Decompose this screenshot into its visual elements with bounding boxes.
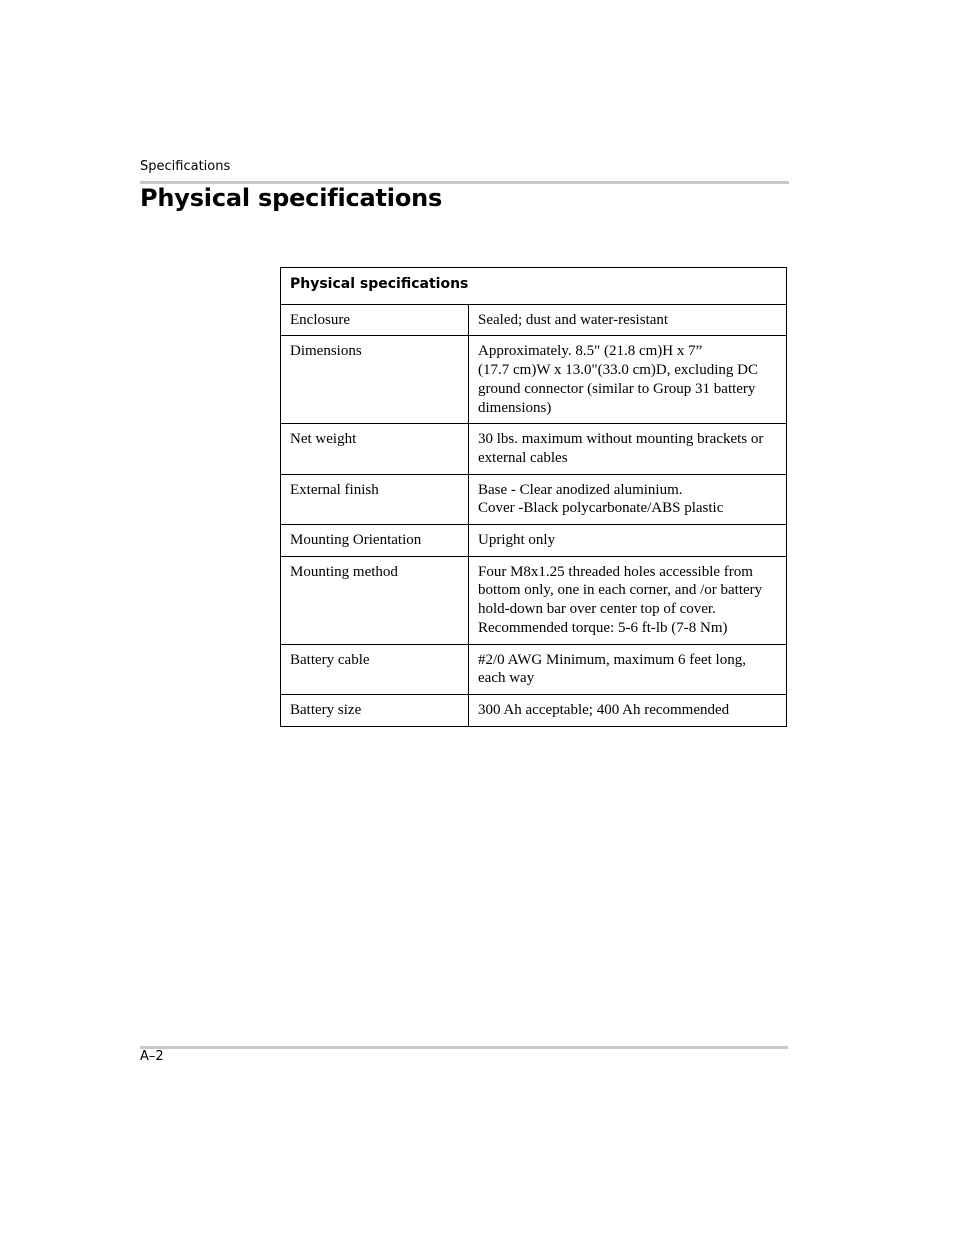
spec-value-line: each way bbox=[478, 670, 535, 687]
table-row bbox=[281, 336, 787, 424]
spec-label: Dimensions bbox=[281, 336, 469, 424]
spec-value-line: Base - Clear anodized aluminium. bbox=[478, 481, 683, 498]
spec-value-line: bottom only, one in each corner, and /or battery bbox=[478, 582, 763, 599]
table-heading: Physical specifications bbox=[281, 268, 787, 305]
spec-value bbox=[469, 336, 787, 424]
spec-table bbox=[280, 267, 787, 727]
spec-value bbox=[469, 424, 787, 474]
table-row bbox=[281, 556, 787, 644]
spec-value-line: 30 lbs. maximum without mounting brackets or bbox=[478, 431, 764, 448]
spec-value-line: Four M8x1.25 threaded holes accessible from bbox=[478, 563, 753, 580]
table-heading-row bbox=[281, 268, 787, 305]
spec-label: Battery cable bbox=[281, 644, 469, 694]
spec-value bbox=[469, 474, 787, 524]
spec-label: Enclosure bbox=[281, 304, 469, 336]
spec-value-line: Sealed; dust and water-resistant bbox=[478, 311, 669, 328]
footer-rule bbox=[140, 1046, 788, 1049]
running-header: Specifications bbox=[140, 159, 231, 174]
spec-value-line: dimensions) bbox=[478, 399, 552, 416]
spec-label: Mounting method bbox=[281, 556, 469, 644]
table-row bbox=[281, 474, 787, 524]
spec-value-line: (17.7 cm)W x 13.0"(33.0 cm)D, excluding DC bbox=[478, 362, 758, 379]
spec-value bbox=[469, 304, 787, 336]
spec-label: Mounting Orientation bbox=[281, 525, 469, 557]
spec-value-line: Approximately. 8.5" (21.8 cm)H x 7” bbox=[478, 343, 703, 360]
spec-value-line: Upright only bbox=[478, 532, 556, 549]
table-row bbox=[281, 694, 787, 726]
spec-value-line: hold-down bar over center top of cover. bbox=[478, 601, 716, 618]
table-row bbox=[281, 304, 787, 336]
table-row bbox=[281, 525, 787, 557]
spec-value bbox=[469, 644, 787, 694]
spec-table-body bbox=[281, 304, 787, 726]
spec-value-line: ground connector (similar to Group 31 battery bbox=[478, 380, 756, 397]
table-row bbox=[281, 644, 787, 694]
spec-label: Battery size bbox=[281, 694, 469, 726]
page-title: Physical specifications bbox=[140, 184, 443, 212]
spec-value-line: 300 Ah acceptable; 400 Ah recommended bbox=[478, 701, 730, 718]
spec-value bbox=[469, 556, 787, 644]
spec-value-line: #2/0 AWG Minimum, maximum 6 feet long, bbox=[478, 651, 746, 668]
table-row bbox=[281, 424, 787, 474]
spec-value bbox=[469, 525, 787, 557]
spec-value-line: Recommended torque: 5-6 ft-lb (7-8 Nm) bbox=[478, 619, 728, 636]
page-number: A–2 bbox=[140, 1049, 164, 1064]
spec-value-line: external cables bbox=[478, 449, 568, 466]
spec-label: External finish bbox=[281, 474, 469, 524]
spec-label: Net weight bbox=[281, 424, 469, 474]
spec-value-line: Cover -Black polycarbonate/ABS plastic bbox=[478, 500, 724, 517]
spec-value bbox=[469, 694, 787, 726]
